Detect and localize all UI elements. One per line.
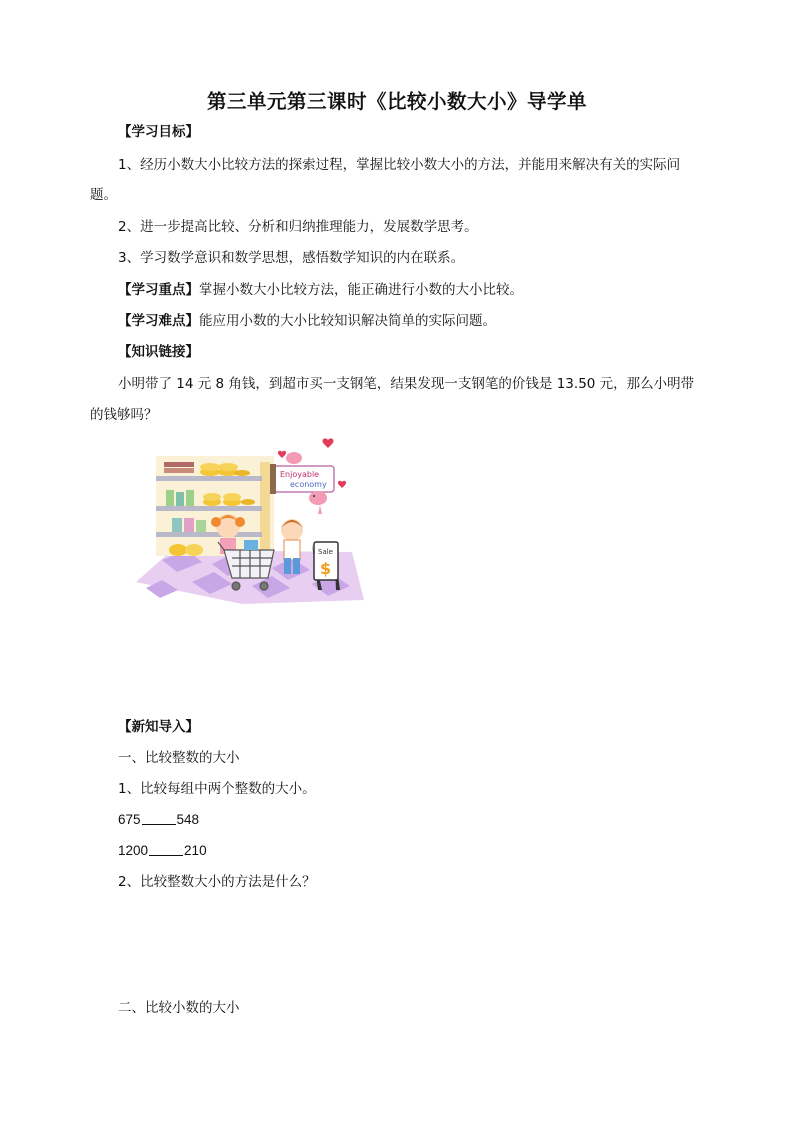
link-line-1: 小明带了 14 元 8 角钱，到超市买一支钢笔，结果发现一支钢笔的价钱是 13.50 元，那么小明带 bbox=[118, 376, 695, 392]
goal-3: 3、学习数学意识和数学思想，感悟数学知识的内在联系。 bbox=[118, 250, 465, 266]
compare-pair-2 bbox=[118, 841, 207, 861]
pair-2-right: 210 bbox=[184, 843, 207, 858]
cart-goods bbox=[244, 540, 258, 550]
pair-1-left: 675 bbox=[118, 812, 141, 827]
sign-text-2: economy bbox=[290, 480, 327, 489]
dollar-sign: $ bbox=[320, 559, 332, 578]
sale-label: Sale bbox=[318, 548, 333, 556]
link-line-2: 的钱够吗？ bbox=[90, 407, 158, 423]
pair-1-blank[interactable] bbox=[142, 810, 176, 825]
difficulty-label: 【学习难点】 bbox=[118, 313, 199, 329]
pair-2-left: 1200 bbox=[118, 843, 149, 858]
store-sign bbox=[270, 464, 334, 494]
compare-pair-1 bbox=[118, 810, 199, 830]
goal-2: 2、进一步提高比较、分析和归纳推理能力，发展数学思考。 bbox=[118, 219, 478, 235]
pair-1-right: 548 bbox=[176, 812, 200, 827]
link-heading: 【知识链接】 bbox=[118, 344, 199, 360]
question-2: 2、比较整数大小的方法是什么？ bbox=[118, 874, 316, 890]
page-title: 第三单元第三课时《比较小数大小》导学单 bbox=[206, 90, 587, 113]
pair-2-blank[interactable] bbox=[149, 841, 183, 856]
shopping-illustration bbox=[132, 432, 368, 610]
question-1: 1、比较每组中两个整数的大小。 bbox=[118, 781, 316, 797]
key-point bbox=[118, 280, 523, 300]
part-2-title: 二、比较小数的大小 bbox=[118, 1000, 240, 1016]
goal-1-line-1: 1、经历小数大小比较方法的探索过程，掌握比较小数大小的方法，并能用来解决有关的实际问 bbox=[118, 157, 681, 173]
key-point-text: 掌握小数大小比较方法，能正确进行小数的大小比较。 bbox=[199, 282, 523, 298]
key-point-label: 【学习重点】 bbox=[118, 282, 199, 298]
sign-text-1: Enjoyable bbox=[280, 470, 320, 479]
part-1-title: 一、比较整数的大小 bbox=[118, 750, 240, 766]
goal-1-line-2: 题。 bbox=[90, 187, 117, 203]
difficulty bbox=[118, 311, 496, 331]
difficulty-text: 能应用小数的大小比较知识解决简单的实际问题。 bbox=[199, 313, 496, 329]
intro-heading: 【新知导入】 bbox=[118, 719, 199, 735]
goals-heading: 【学习目标】 bbox=[118, 124, 199, 140]
